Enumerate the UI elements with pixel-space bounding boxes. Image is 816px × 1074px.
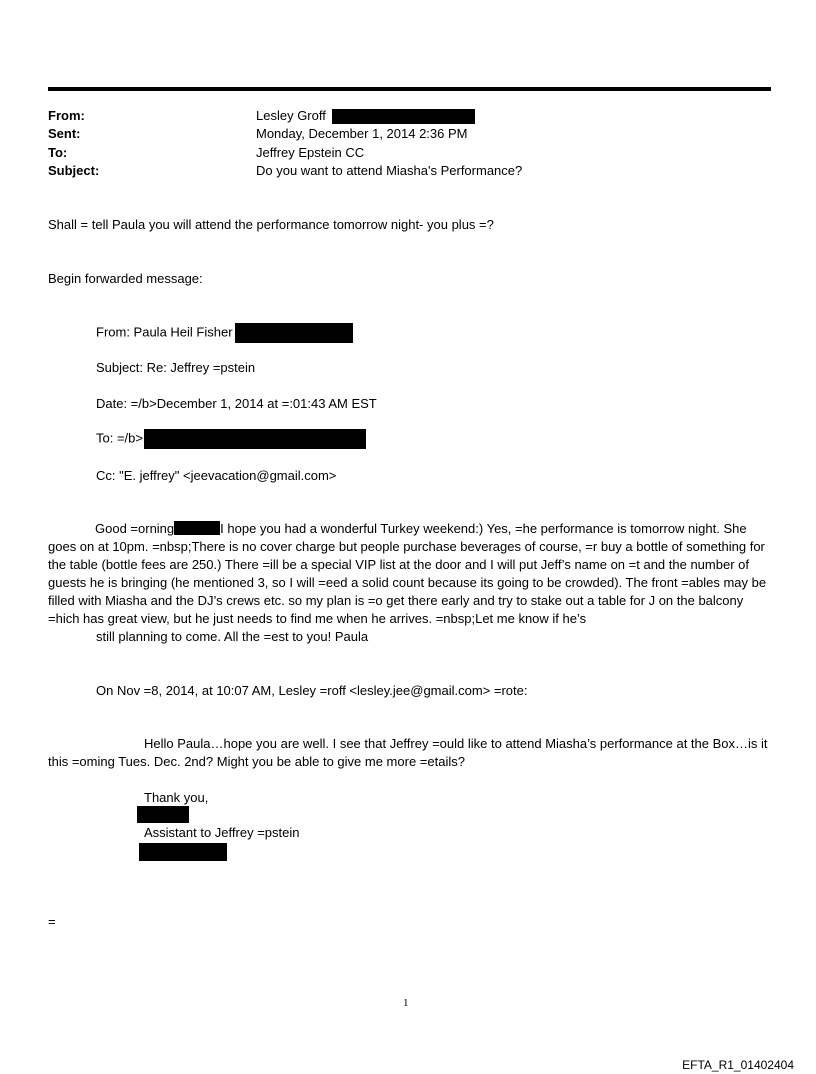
reply-last-line: still planning to come. All the =est to you! Paula [96, 629, 369, 644]
subject-label: Subject: [48, 163, 100, 178]
signature-redaction [139, 843, 227, 861]
reply-text: I hope you had a wonderful Turkey weekend:) Yes, =he performance is tomorrow night. She goes on at 10pm. =nbsp;There is no cover charge but people purchase beverages of course, =r buy a bottle of something for the table (bottle fees are 250.) There =ill be a special VIP list at the door and I will put Jeff’s name on =t and the number of guests he is bringing (he mentioned 3, so I will =eed a solid count because its going to be crowded). The front =ables may be filled with Miasha and the DJ’s crews etc. so my plan is =o get there early and try to stake out a table for J on the balcony =hich has great view, but he just needs to find me when he arrives. =nbsp;Let me know if he’s [48, 521, 767, 626]
quoted-thanks: Thank you, [144, 790, 209, 805]
from-name: Lesley Groff [256, 108, 326, 123]
redaction-box [174, 521, 220, 535]
to-label: To: [48, 145, 68, 160]
quoted-header: On Nov =8, 2014, at 10:07 AM, Lesley =roff <lesley.jee@gmail.com> =rote: [96, 683, 528, 698]
fwd-from-text: From: Paula Heil Fisher [96, 324, 233, 340]
fwd-cc: Cc: "E. jeffrey" <jeevacation@gmail.com> [96, 468, 337, 483]
page-number: 1 [403, 997, 409, 1009]
sent-label: Sent: [48, 126, 81, 141]
subject-value: Do you want to attend Miasha's Performance? [256, 163, 523, 178]
sent-value: Monday, December 1, 2014 2:36 PM [256, 126, 468, 141]
fwd-to [96, 429, 366, 449]
quoted-signature: Assistant to Jeffrey =pstein [144, 825, 300, 840]
reply-paragraph [48, 520, 768, 628]
fwd-subject: Subject: Re: Jeffrey =pstein [96, 360, 256, 375]
forward-label: Begin forwarded message: [48, 271, 203, 286]
document-id: EFTA_R1_01402404 [682, 1058, 794, 1072]
reply-greeting: Good =orning [95, 521, 175, 536]
from-label: From: [48, 108, 85, 123]
redaction-box [235, 323, 353, 343]
header-rule [48, 87, 771, 91]
trailing-char: = [48, 914, 56, 929]
fwd-from [96, 323, 353, 343]
redaction-box [332, 109, 475, 124]
to-value: Jeffrey Epstein CC [256, 145, 365, 160]
redaction-box [144, 429, 366, 449]
quoted-message: Hello Paula…hope you are well. I see that Jeffrey =ould like to attend Miasha’s performance at the Box…is it this =oming Tues. Dec. 2nd? Might you be able to give me more =etails? [48, 736, 768, 769]
intro-text: Shall = tell Paula you will attend the performance tomorrow night- you plus =? [48, 217, 494, 232]
signature-redaction [137, 806, 189, 823]
from-value [256, 107, 475, 125]
fwd-date: Date: =/b>December 1, 2014 at =:01:43 AM EST [96, 396, 377, 411]
fwd-to-text: To: =/b> [96, 430, 143, 446]
